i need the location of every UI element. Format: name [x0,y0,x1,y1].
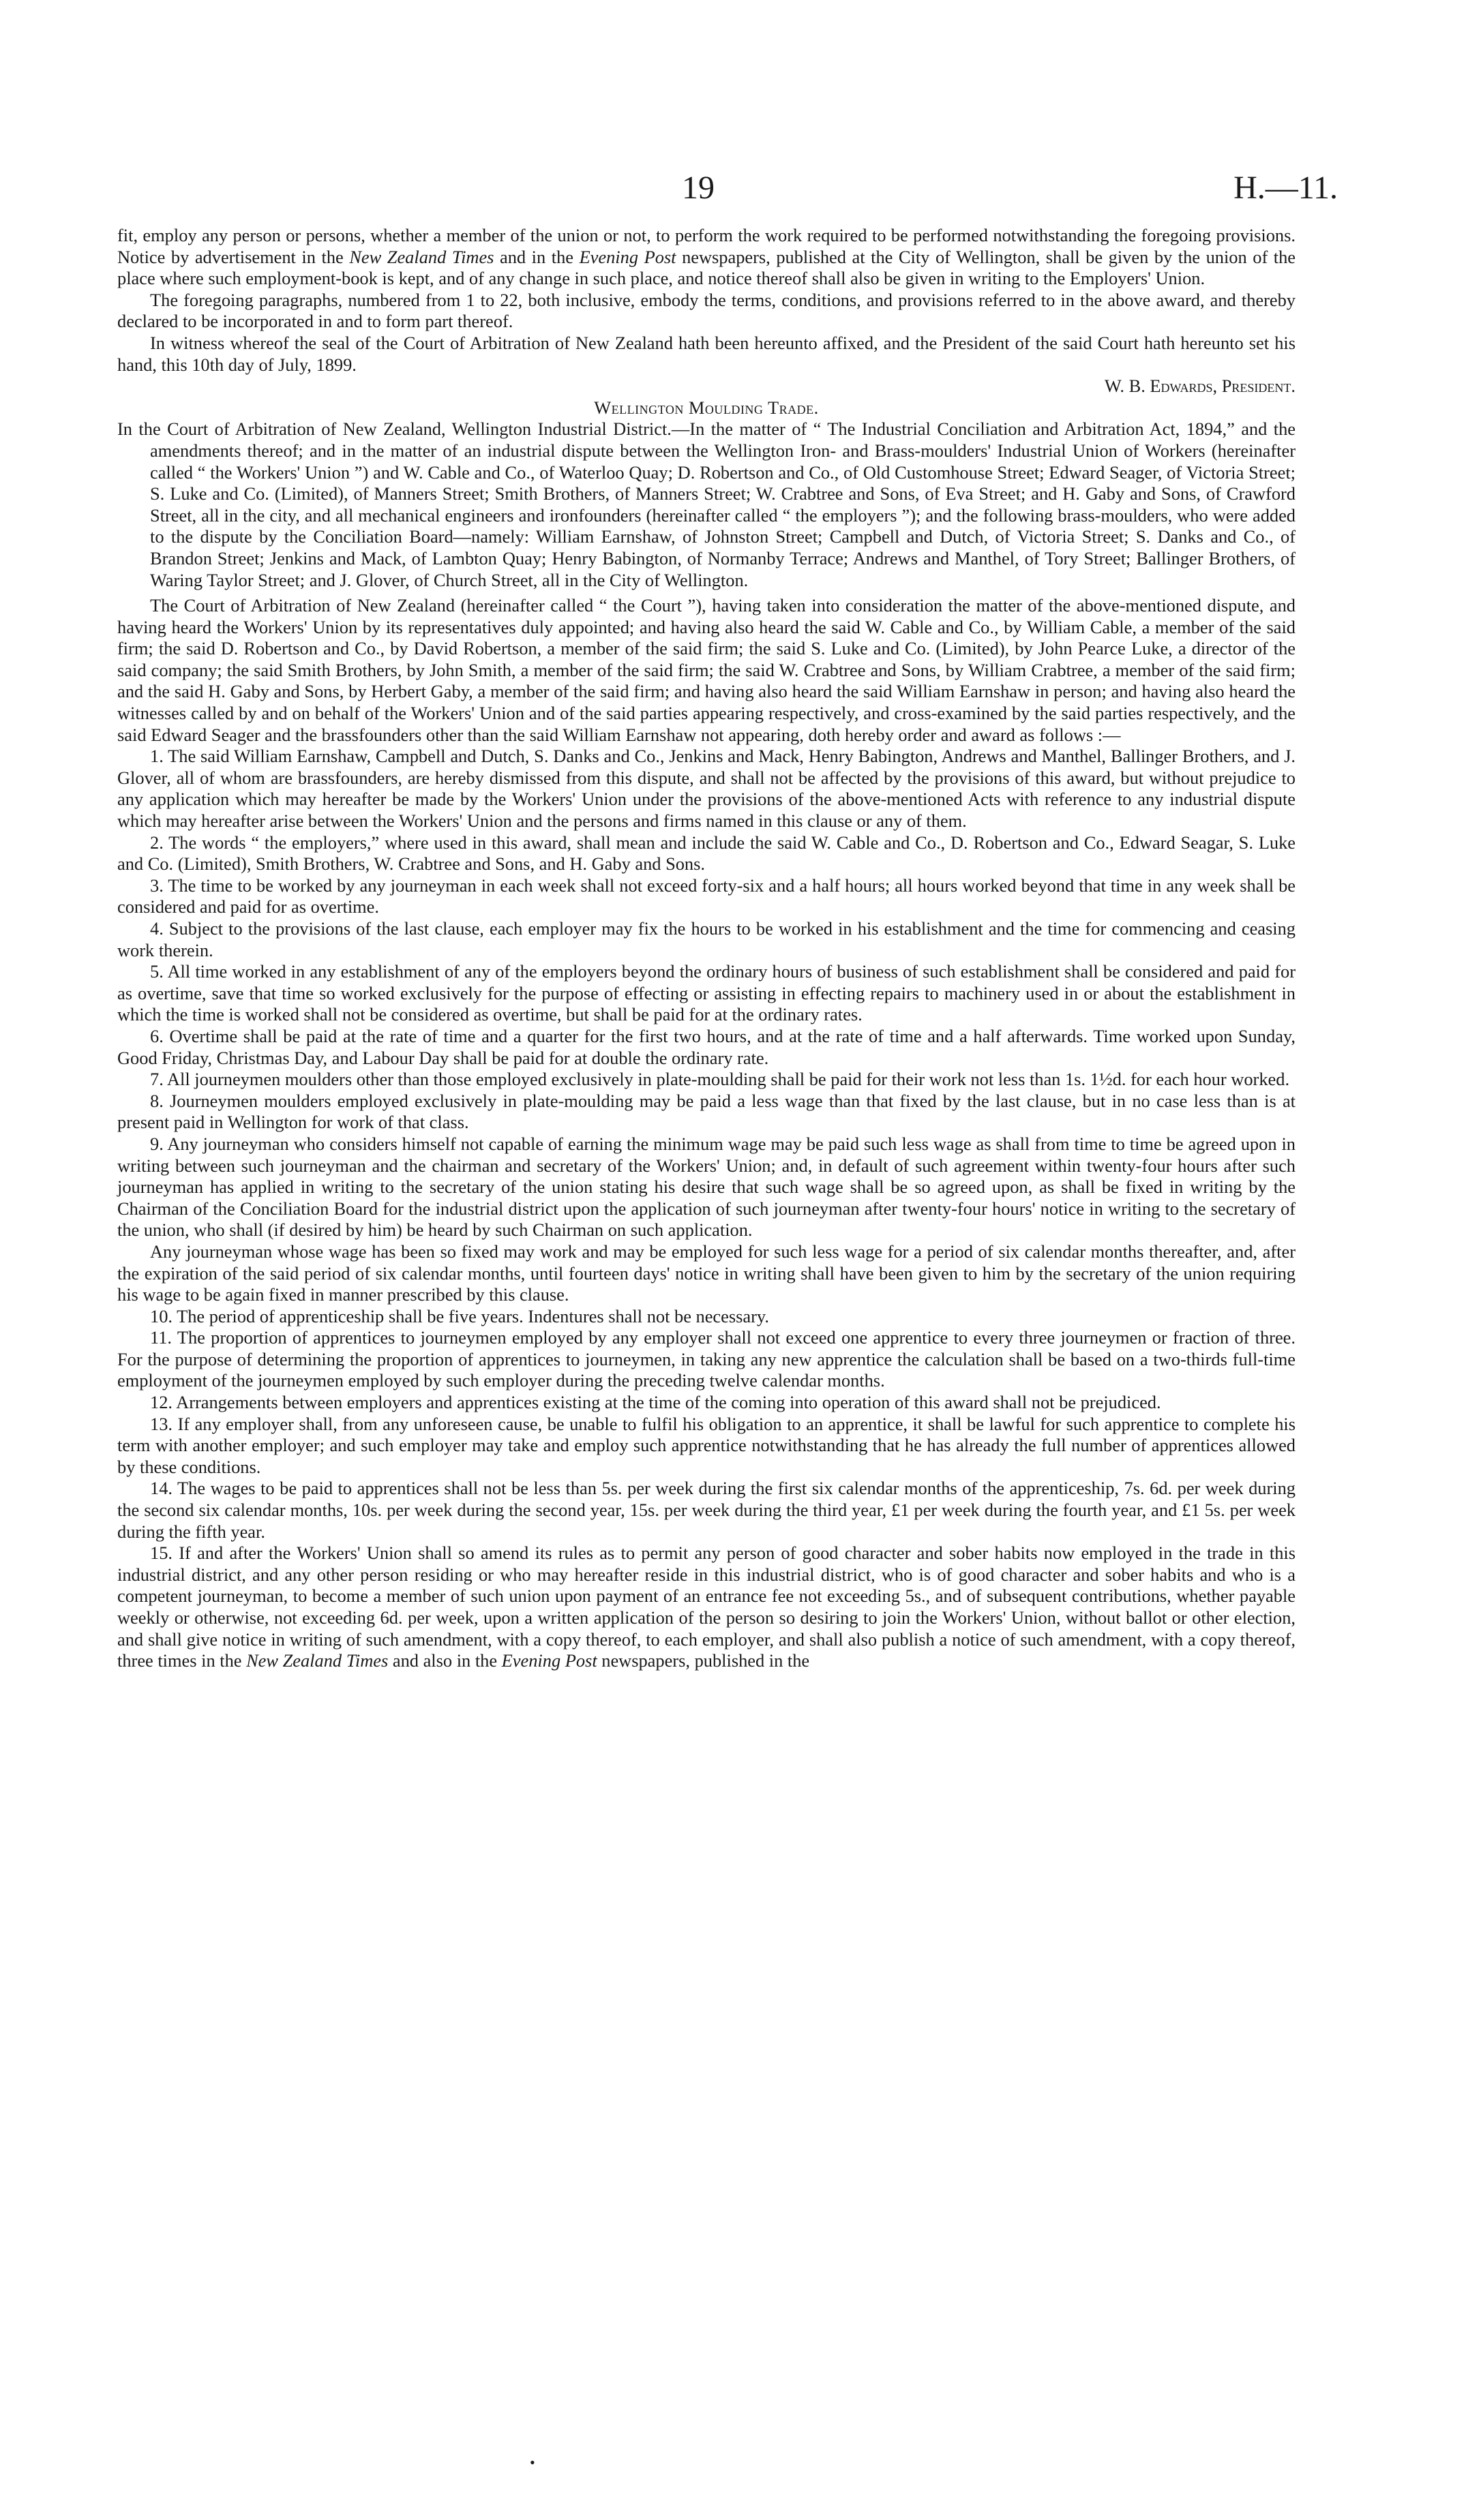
document-reference: H.—11. [1233,170,1338,206]
text-run: 15. If and after the Workers' Union shall so amend its rules as to permit any person of good character and sober habits now employed in the trade in this industrial district, and any other person residing or who may hereafter reside in this industrial district, who is of good character and sober habits and who is a competent journeyman, to become a member of such union upon payment of an entrance fee not exceeding 5s., and of subsequent contributions, whether payable weekly or otherwise, not exceeding 6d. per week, upon a written application of the person so desiring to join the Workers' Union, without ballot or other election, and shall give notice in writing of such amendment, with a copy thereof, to each employer, and shall also publish a notice of such amendment, with a copy thereof, three times in the [117,1543,1296,1671]
text-run: and also in the [388,1650,502,1671]
clause-paragraph: 1. The said William Earnshaw, Campbell and Dutch, S. Danks and Co., Jenkins and Mack, Henry Babington, Andrews and Manthel, Ballinger Brothers, and J. Glover, all of whom are brassfounders, are hereby dismissed from this dispute, and shall not be affected by the provisions of this award, but without prejudice to any application which may hereafter be made by the Workers' Union under the provisions of the above-mentioned Acts with reference to any industrial dispute which may hereafter arise between the Workers' Union and the persons and firms named in this clause or any of them. [117,746,1296,832]
signature: W. B. Edwards, President. [1104,376,1296,397]
clause-paragraph-15 [117,1543,1296,1672]
clause-paragraph: 3. The time to be worked by any journeyman in each week shall not exceed forty-six and a half hours; all hours worked beyond that time in any week shall be considered and paid for as overtime. [117,875,1296,917]
clause-paragraph: 13. If any employer shall, from any unforeseen cause, be unable to fulfil his obligation to an apprentice, it shall be lawful for such apprentice to complete his term with another employer; and such employer may take and employ such apprentice notwithstanding that he has already the full number of apprentices allowed by these conditions. [117,1413,1296,1477]
footer-mark: • [530,2454,535,2471]
newspaper-name: New Zealand Times [349,246,494,267]
clause-paragraph: 5. All time worked in any establishment of any of the employers beyond the ordinary hours of business of such establishment shall be considered and paid for as overtime, save that time so worked exclusively for the purpose of effecting or assisting in effecting repairs to machinery used in or about the establishment in which the time is worked shall not be considered as overtime, but shall be paid for at the ordinary rates. [117,961,1296,1025]
clause-paragraph: 6. Overtime shall be paid at the rate of time and a quarter for the first two hours, and at the rate of time and a half afterwards. Time worked upon Sunday, Good Friday, Christmas Day, and Labour Day shall be paid for at double the ordinary rate. [117,1025,1296,1068]
clause-paragraph: 7. All journeymen moulders other than those employed exclusively in plate-moulding shall be paid for their work not less than 1s. 1½d. for each hour worked. [150,1069,1290,1090]
preamble-paragraph: The Court of Arbitration of New Zealand (hereinafter called “ the Court ”), having taken into consideration the matter of the above-mentioned dispute, and having heard the Workers' Union by its representatives duly appointed; and having also heard the said W. Cable and Co., by William Cable, a member of the said firm; the said D. Robertson and Co., by David Robertson, a member of the said firm; the said S. Luke and Co. (Limited), by John Pearce Luke, a director of the said company; the said Smith Brothers, by John Smith, a member of the said firm; the said W. Crabtree and Sons, by William Crabtree, a member of the said firm; and the said H. Gaby and Sons, by Herbert Gaby, a member of the said firm; and having also heard the said William Earnshaw in person; and having also heard the witnesses called by and on behalf of the Workers' Union and of the said parties appearing respectively, and cross-examined by the said parties respectively, and the said Edward Seager and the brassfounders other than the said William Earnshaw not appearing, doth hereby order and award as follows :— [117,595,1296,745]
text-run: and in the [494,246,580,267]
matter-paragraph: In the Court of Arbitration of New Zealand, Wellington Industrial District.—In the matter of “ The Industrial Conciliation and Arbitration Act, 1894,” and the amendments thereof; and in the matter of an industrial dispute between the Wellington Iron- and Brass-moulders' Industrial Union of Workers (hereinafter called “ the Workers' Union ”) and W. Cable and Co., of Waterloo Quay; D. Robertson and Co., of Old Customhouse Street; Edward Seager, of Victoria Street; S. Luke and Co. (Limited), of Manners Street; Smith Brothers, of Manners Street; W. Crabtree and Sons, of Eva Street; and H. Gaby and Sons, of Crawford Street, all in the city, and all mechanical engineers and ironfounders (hereinafter called “ the employers ”); and the following brass-moulders, who were added to the dispute by the Conciliation Board—namely: William Earnshaw, of Johnston Street; Campbell and Dutch, of Victoria Street; S. Danks and Co., of Brandon Street; Jenkins and Mack, of Lambton Quay; Henry Babington, of Normanby Terrace; Andrews and Manthel, of Tory Street; Ballinger Brothers, of Waring Taylor Street; and J. Glover, of Church Street, all in the City of Wellington. [117,419,1296,590]
clause-paragraph: 14. The wages to be paid to apprentices shall not be less than 5s. per week during the first six calendar months of the apprenticeship, 7s. 6d. per week during the second six calendar months, 10s. per week during the second year, 15s. per week during the third year, £1 per week during the fourth year, and £1 5s. per week during the fifth year. [117,1478,1296,1542]
text-run: fit, employ any person or persons, whether a member of the union or not, to perform the work required to be performed notwithstanding the foregoing provisions. Notice by advertisement in the [117,225,1296,267]
clause-paragraph: 2. The words “ the employers,” where used in this award, shall mean and include the said W. Cable and Co., D. Robertson and Co., Edward Seagar, S. Luke and Co. (Limited), Smith Brothers, W. Crabtree and Sons, and H. Gaby and Sons. [117,832,1296,875]
newspaper-name: Evening Post [579,246,676,267]
clause-paragraph: 4. Subject to the provisions of the last clause, each employer may fix the hours to be worked in his establishment and the time for commencing and ceasing work therein. [117,918,1296,960]
body-text [117,225,1296,1672]
newspaper-name: Evening Post [501,1650,597,1671]
clause-paragraph: 11. The proportion of apprentices to journeymen employed by any employer shall not exceed one apprentice to every three journeymen or fraction of three. For the purpose of determining the proportion of apprentices to journeymen, in taking any new apprentice the calculation shall be based on a two-thirds full-time employment of the journeymen employed by such employer during the preceding twelve calendar months. [117,1327,1296,1391]
intro-paragraph-2: The foregoing paragraphs, numbered from 1 to 22, both inclusive, embody the terms, conditions, and provisions referred to in the above award, and thereby declared to be incorporated in and to form part thereof. [117,289,1296,332]
newspaper-name: New Zealand Times [246,1650,389,1671]
intro-paragraph-3: In witness whereof the seal of the Court of Arbitration of New Zealand hath been hereunto affixed, and the President of the said Court hath hereunto set his hand, this 10th day of July, 1899. [117,332,1296,375]
clause-paragraph: 10. The period of apprenticeship shall be five years. Indentures shall not be necessary. [150,1305,769,1326]
clause-paragraph: 12. Arrangements between employers and apprentices existing at the time of the coming into operation of this award shall not be prejudiced. [150,1392,1161,1413]
clause-paragraph: 9. Any journeyman who considers himself not capable of earning the minimum wage may be paid such less wage as shall from time to time be agreed upon in writing between such journeyman and the chairman and secretary of the Workers' Union; and, in default of such agreement within twenty-four hours after such journeyman has applied in writing to the secretary of the union stating his desire that such wage shall be so agreed upon, as shall be fixed in writing by the Chairman of the Conciliation Board for the industrial district upon the application of such journeyman after twenty-four hours' notice in writing to the secretary of the union, who shall (if desired by him) be heard by such Chairman on such application. [117,1133,1296,1241]
intro-paragraph-1 [117,225,1296,290]
text-run: newspapers, published in the [597,1650,810,1671]
section-heading: Wellington Moulding Trade. [594,397,819,418]
text-run: newspapers, published at the City of Wellington, shall be given by the union of the place where such employment-book is kept, and of any change in such place, and notice thereof shall also be given in writing to the Employers' Union. [117,246,1296,289]
clause-paragraph: 8. Journeymen moulders employed exclusively in plate-moulding may be paid a less wage than that fixed by the last clause, but in no case less than is at present paid in Wellington for work of that class. [117,1090,1296,1133]
page-number: 19 [682,170,715,206]
clause-paragraph: Any journeyman whose wage has been so fixed may work and may be employed for such less wage for a period of six calendar months thereafter, and, after the expiration of the said period of six calendar months, until fourteen days' notice in writing shall have been given to him by the secretary of the union requiring his wage to be again fixed in manner prescribed by this clause. [117,1241,1296,1305]
